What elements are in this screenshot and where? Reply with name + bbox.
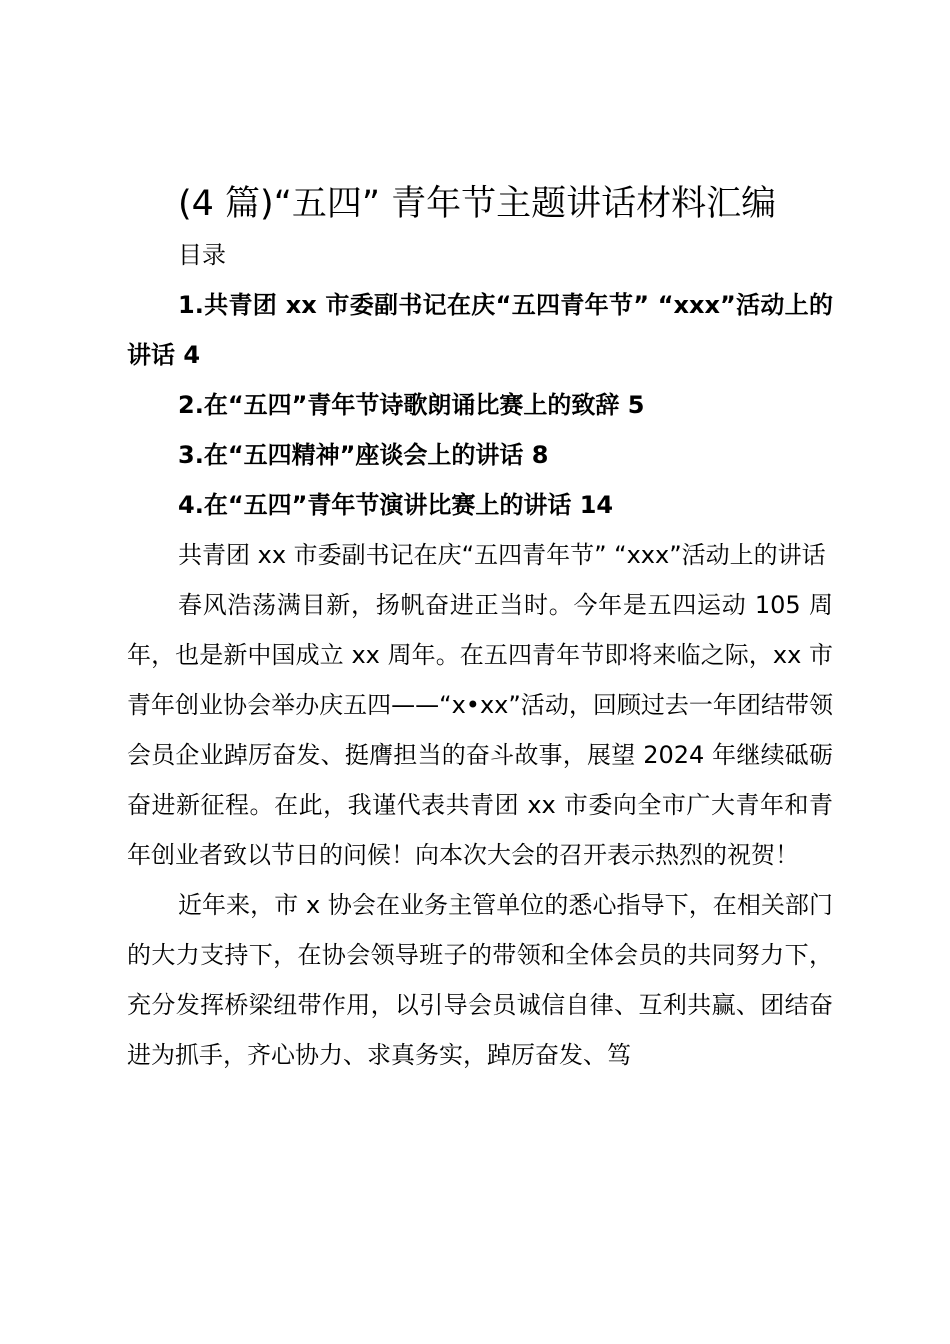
toc-heading: 目录 bbox=[178, 241, 226, 269]
document-body bbox=[127, 178, 833, 1080]
body-paragraph-1: 春风浩荡满目新，扬帆奋进正当时。今年是五四运动 105 周年，也是新中国成立 xx 周年。在五四青年节即将来临之际，xx 市青年创业协会举办庆五四——“x•xx”活动，回顾过去一年团结带领会员企业踔厉奋发、挺膺担当的奋斗故事，展望 2024 年继续砥砺奋进新征程。在此，我谨代表共青团 xx 市委向全市广大青年和青年创业者致以节日的问候！向本次大会的召开表示热烈的祝贺！ bbox=[127, 591, 833, 869]
toc-item-2[interactable]: 2.在“五四”青年节诗歌朗诵比赛上的致辞 5 bbox=[178, 391, 645, 419]
document-title: (4 篇)“五四” 青年节主题讲话材料汇编 bbox=[178, 184, 777, 224]
table-of-contents bbox=[127, 280, 833, 530]
toc-item-1[interactable]: 1.共青团 xx 市委副书记在庆“五四青年节” “xxx”活动上的讲话 4 bbox=[127, 291, 833, 369]
body-paragraph-2: 近年来，市 x 协会在业务主管单位的悉心指导下，在相关部门的大力支持下，在协会领导班子的带领和全体会员的共同努力下，充分发挥桥梁纽带作用，以引导会员诚信自律、互利共赢、团结奋进为抓手，齐心协力、求真务实，踔厉奋发、笃 bbox=[127, 891, 833, 1069]
toc-item-3[interactable]: 3.在“五四精神”座谈会上的讲话 8 bbox=[178, 441, 549, 469]
section-title: 共青团 xx 市委副书记在庆“五四青年节” “xxx”活动上的讲话 bbox=[178, 541, 826, 569]
toc-item-4[interactable]: 4.在“五四”青年节演讲比赛上的讲话 14 bbox=[178, 491, 614, 519]
